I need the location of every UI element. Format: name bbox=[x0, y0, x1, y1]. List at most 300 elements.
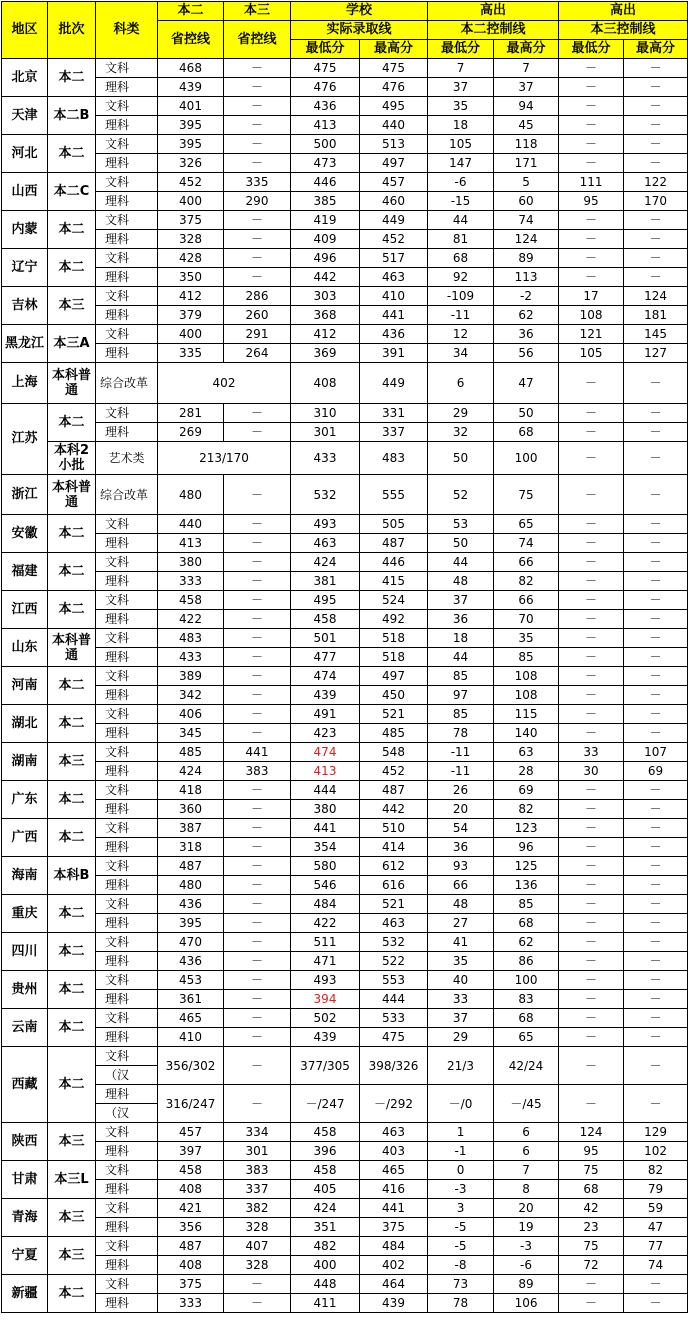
school-min-cell: 580 bbox=[291, 857, 360, 876]
school-min-cell: 303 bbox=[291, 287, 360, 306]
region-cell: 福建 bbox=[2, 553, 48, 591]
table-row bbox=[2, 743, 688, 762]
school-max-cell: 497 bbox=[360, 154, 428, 173]
b2-cell: 452 bbox=[158, 173, 224, 192]
table-row bbox=[2, 1123, 688, 1142]
g2-max-cell: 86 bbox=[494, 952, 559, 971]
table-row bbox=[2, 442, 688, 475]
b2-cell: 342 bbox=[158, 686, 224, 705]
b3-cell: － bbox=[224, 895, 291, 914]
school-max-cell: 460 bbox=[360, 192, 428, 211]
table-row bbox=[2, 268, 688, 287]
school-max-cell: 391 bbox=[360, 344, 428, 363]
batch-cell: 本三 bbox=[48, 743, 96, 781]
g3-min-cell: － bbox=[559, 78, 624, 97]
table-row bbox=[2, 686, 688, 705]
g3-min-cell: － bbox=[559, 404, 624, 423]
g2-max-cell: 89 bbox=[494, 249, 559, 268]
subject-cell: 理科 bbox=[96, 1294, 158, 1313]
g2-min-cell: 93 bbox=[428, 857, 494, 876]
b3-cell: 286 bbox=[224, 287, 291, 306]
subject-cell: 理科 bbox=[96, 78, 158, 97]
region-cell: 浙江 bbox=[2, 475, 48, 515]
b2-cell: 487 bbox=[158, 857, 224, 876]
g3-min-cell: － bbox=[559, 952, 624, 971]
batch-cell: 本二 bbox=[48, 895, 96, 933]
b3-cell: － bbox=[224, 211, 291, 230]
header-g3-max: 最高分 bbox=[624, 40, 688, 59]
subject-cell: 文科 bbox=[96, 1237, 158, 1256]
school-min-cell: 394 bbox=[291, 990, 360, 1009]
g2-min-cell: 37 bbox=[428, 1009, 494, 1028]
b2-cell: 395 bbox=[158, 914, 224, 933]
b3-cell: － bbox=[224, 914, 291, 933]
b3-cell: 290 bbox=[224, 192, 291, 211]
table-row bbox=[2, 705, 688, 724]
b2-cell: 350 bbox=[158, 268, 224, 287]
b2-cell: 428 bbox=[158, 249, 224, 268]
g3-max-cell: － bbox=[624, 97, 688, 116]
school-min-cell: 439 bbox=[291, 686, 360, 705]
b2-cell: 397 bbox=[158, 1142, 224, 1161]
school-max-cell: 518 bbox=[360, 648, 428, 667]
batch-cell: 本科普通 bbox=[48, 363, 96, 404]
g3-max-cell: － bbox=[624, 648, 688, 667]
b2-cell: 422 bbox=[158, 610, 224, 629]
g2-max-cell: 69 bbox=[494, 781, 559, 800]
region-cell: 上海 bbox=[2, 363, 48, 404]
g2-max-cell: 82 bbox=[494, 800, 559, 819]
subject-cell: 文科 bbox=[96, 933, 158, 952]
b2-cell: 387 bbox=[158, 819, 224, 838]
b3-cell: － bbox=[224, 1294, 291, 1313]
school-min-cell: 473 bbox=[291, 154, 360, 173]
b3-cell: 328 bbox=[224, 1256, 291, 1275]
school-min-cell: 442 bbox=[291, 268, 360, 287]
g3-max-cell: － bbox=[624, 591, 688, 610]
batch-cell: 本二 bbox=[48, 591, 96, 629]
g2-max-cell: 125 bbox=[494, 857, 559, 876]
school-max-cell: 522 bbox=[360, 952, 428, 971]
subject-cell: 文科 bbox=[96, 1199, 158, 1218]
school-max-cell: 449 bbox=[360, 363, 428, 404]
b2-cell: 440 bbox=[158, 515, 224, 534]
b3-cell: － bbox=[224, 1009, 291, 1028]
g3-min-cell: － bbox=[559, 442, 624, 475]
school-min-cell: 408 bbox=[291, 363, 360, 404]
g2-min-cell: 3 bbox=[428, 1199, 494, 1218]
school-max-cell: 442 bbox=[360, 800, 428, 819]
subject-cell: 理科 bbox=[96, 1142, 158, 1161]
b3-cell: － bbox=[224, 990, 291, 1009]
b3-cell: － bbox=[224, 78, 291, 97]
g3-min-cell: － bbox=[559, 610, 624, 629]
subject-cell: 文科 bbox=[96, 1275, 158, 1294]
g3-min-cell: － bbox=[559, 800, 624, 819]
g2-max-cell: 36 bbox=[494, 325, 559, 344]
batch-cell: 本二 bbox=[48, 249, 96, 287]
b3-cell: 291 bbox=[224, 325, 291, 344]
school-max-cell: 487 bbox=[360, 534, 428, 553]
g3-min-cell: － bbox=[559, 933, 624, 952]
header-bensan-ctrl: 本三控制线 bbox=[559, 21, 688, 40]
school-max-cell: 337 bbox=[360, 423, 428, 442]
g2-min-cell: 34 bbox=[428, 344, 494, 363]
header-gaochu-3: 高出 bbox=[559, 2, 688, 21]
table-row bbox=[2, 192, 688, 211]
b3-cell: 260 bbox=[224, 306, 291, 325]
batch-cell: 本二 bbox=[48, 404, 96, 442]
school-min-cell: 310 bbox=[291, 404, 360, 423]
g3-max-cell: － bbox=[624, 895, 688, 914]
g2-min-cell: 18 bbox=[428, 629, 494, 648]
subject-cell: 文科 bbox=[96, 667, 158, 686]
school-min-cell: 477 bbox=[291, 648, 360, 667]
b3-cell: － bbox=[224, 857, 291, 876]
g2-max-cell: 75 bbox=[494, 475, 559, 515]
g2-max-cell: 124 bbox=[494, 230, 559, 249]
g2-min-cell: 68 bbox=[428, 249, 494, 268]
b2-cell: 424 bbox=[158, 762, 224, 781]
g3-min-cell: － bbox=[559, 211, 624, 230]
b3-cell: － bbox=[224, 268, 291, 287]
b3-cell: 382 bbox=[224, 1199, 291, 1218]
school-min-cell: 433 bbox=[291, 442, 360, 475]
school-min-cell: 474 bbox=[291, 743, 360, 762]
g3-min-cell: － bbox=[559, 553, 624, 572]
batch-cell: 本二 bbox=[48, 515, 96, 553]
g2-max-cell: 62 bbox=[494, 933, 559, 952]
school-max-cell: 524 bbox=[360, 591, 428, 610]
table-row bbox=[2, 1142, 688, 1161]
school-min-cell: 475 bbox=[291, 59, 360, 78]
g3-min-cell: － bbox=[559, 268, 624, 287]
g2-max-cell: 106 bbox=[494, 1294, 559, 1313]
b3-cell: 407 bbox=[224, 1237, 291, 1256]
school-min-cell: 491 bbox=[291, 705, 360, 724]
school-min-cell: 482 bbox=[291, 1237, 360, 1256]
region-cell: 江西 bbox=[2, 591, 48, 629]
g3-min-cell: 111 bbox=[559, 173, 624, 192]
g2-min-cell: 32 bbox=[428, 423, 494, 442]
header-batch: 批次 bbox=[48, 2, 96, 59]
table-row bbox=[2, 610, 688, 629]
school-min-cell: 301 bbox=[291, 423, 360, 442]
table-row bbox=[2, 876, 688, 895]
school-min-cell: 419 bbox=[291, 211, 360, 230]
b3-cell: 335 bbox=[224, 173, 291, 192]
batch-cell: 本二 bbox=[48, 135, 96, 173]
subject-cell: 文科 bbox=[96, 287, 158, 306]
g2-max-cell: 74 bbox=[494, 211, 559, 230]
b2-cell: 433 bbox=[158, 648, 224, 667]
b3-cell: － bbox=[224, 591, 291, 610]
g2-min-cell: 92 bbox=[428, 268, 494, 287]
g2-max-cell: 82 bbox=[494, 572, 559, 591]
g3-min-cell: － bbox=[559, 781, 624, 800]
school-max-cell: 439 bbox=[360, 1294, 428, 1313]
g3-max-cell: － bbox=[624, 1047, 688, 1085]
table-body-part-2 bbox=[2, 515, 688, 1047]
g2-max-cell: 68 bbox=[494, 423, 559, 442]
g2-min-cell: 33 bbox=[428, 990, 494, 1009]
table-row bbox=[2, 1256, 688, 1275]
g3-max-cell: 47 bbox=[624, 1218, 688, 1237]
b3-cell: － bbox=[224, 781, 291, 800]
g3-min-cell: － bbox=[559, 59, 624, 78]
g2-min-cell: 78 bbox=[428, 1294, 494, 1313]
g3-min-cell: 95 bbox=[559, 192, 624, 211]
subject-cell: 文科 bbox=[96, 325, 158, 344]
school-min-cell: 444 bbox=[291, 781, 360, 800]
school-min-cell: 496 bbox=[291, 249, 360, 268]
g3-min-cell: 75 bbox=[559, 1161, 624, 1180]
table-row bbox=[2, 819, 688, 838]
b2-cell: 361 bbox=[158, 990, 224, 1009]
school-min-cell: 471 bbox=[291, 952, 360, 971]
school-max-cell: 403 bbox=[360, 1142, 428, 1161]
school-max-cell: 497 bbox=[360, 667, 428, 686]
school-min-cell: 501 bbox=[291, 629, 360, 648]
g3-min-cell: － bbox=[559, 230, 624, 249]
table-row bbox=[2, 629, 688, 648]
table-row bbox=[2, 781, 688, 800]
table-row bbox=[2, 800, 688, 819]
subject-cell: 理科 bbox=[96, 230, 158, 249]
school-min-cell: 369 bbox=[291, 344, 360, 363]
g2-min-cell: 147 bbox=[428, 154, 494, 173]
g3-max-cell: － bbox=[624, 667, 688, 686]
g2-max-cell: 45 bbox=[494, 116, 559, 135]
school-max-cell: 612 bbox=[360, 857, 428, 876]
school-min-cell: 405 bbox=[291, 1180, 360, 1199]
subject-cell: 文科 bbox=[96, 629, 158, 648]
subject-cell: 理科 bbox=[96, 116, 158, 135]
table-row bbox=[2, 914, 688, 933]
g2-max-cell: 70 bbox=[494, 610, 559, 629]
header-region: 地区 bbox=[2, 2, 48, 59]
b2-cell: 458 bbox=[158, 1161, 224, 1180]
g3-min-cell: 17 bbox=[559, 287, 624, 306]
table-body-special bbox=[2, 363, 688, 515]
b3-cell: 383 bbox=[224, 1161, 291, 1180]
g3-max-cell: － bbox=[624, 990, 688, 1009]
g2-min-cell: 36 bbox=[428, 610, 494, 629]
subject-cell: 艺术类 bbox=[96, 442, 158, 475]
g3-min-cell: － bbox=[559, 857, 624, 876]
g3-min-cell: 124 bbox=[559, 1123, 624, 1142]
g2-min-cell: -15 bbox=[428, 192, 494, 211]
school-min-cell: 413 bbox=[291, 116, 360, 135]
g2-max-cell: 108 bbox=[494, 686, 559, 705]
g3-max-cell: － bbox=[624, 475, 688, 515]
school-max-cell: 532 bbox=[360, 933, 428, 952]
school-min-cell: 381 bbox=[291, 572, 360, 591]
school-max-cell: 440 bbox=[360, 116, 428, 135]
b2-cell: 379 bbox=[158, 306, 224, 325]
b2-cell: 418 bbox=[158, 781, 224, 800]
g3-max-cell: － bbox=[624, 1028, 688, 1047]
g2-max-cell: 7 bbox=[494, 59, 559, 78]
g3-max-cell: － bbox=[624, 876, 688, 895]
table-row bbox=[2, 363, 688, 404]
table-row bbox=[2, 173, 688, 192]
g3-min-cell: － bbox=[559, 724, 624, 743]
g2-min-cell: 44 bbox=[428, 648, 494, 667]
g3-min-cell: － bbox=[559, 629, 624, 648]
school-max-cell: 398/326 bbox=[360, 1047, 428, 1085]
subject-cell: 理科 bbox=[96, 914, 158, 933]
b2-cell: 316/247 bbox=[158, 1085, 224, 1123]
school-max-cell: 410 bbox=[360, 287, 428, 306]
g3-min-cell: 75 bbox=[559, 1237, 624, 1256]
school-max-cell: 476 bbox=[360, 78, 428, 97]
school-max-cell: 463 bbox=[360, 268, 428, 287]
b2-cell: 326 bbox=[158, 154, 224, 173]
subject-cell: 理科 bbox=[96, 1256, 158, 1275]
g2-max-cell: 68 bbox=[494, 1009, 559, 1028]
batch-cell: 本二 bbox=[48, 59, 96, 97]
g2-min-cell: -8 bbox=[428, 1256, 494, 1275]
table-row bbox=[2, 1047, 688, 1066]
g3-min-cell: － bbox=[559, 648, 624, 667]
g2-min-cell: 73 bbox=[428, 1275, 494, 1294]
school-min-cell: 439 bbox=[291, 1028, 360, 1047]
b2-cell: 400 bbox=[158, 325, 224, 344]
b2-cell: 410 bbox=[158, 1028, 224, 1047]
g2-max-cell: 68 bbox=[494, 914, 559, 933]
subject-cell: 理科 bbox=[96, 306, 158, 325]
subject-cell: 文科 bbox=[96, 1123, 158, 1142]
region-cell: 甘肃 bbox=[2, 1161, 48, 1199]
b2-cell: 281 bbox=[158, 404, 224, 423]
g2-min-cell: -5 bbox=[428, 1218, 494, 1237]
g3-min-cell: － bbox=[559, 1275, 624, 1294]
g2-max-cell: 63 bbox=[494, 743, 559, 762]
b3-cell: － bbox=[224, 1047, 291, 1085]
g3-max-cell: － bbox=[624, 404, 688, 423]
b3-cell: 334 bbox=[224, 1123, 291, 1142]
g3-min-cell: 23 bbox=[559, 1218, 624, 1237]
g2-min-cell: -109 bbox=[428, 287, 494, 306]
b2-cell: 436 bbox=[158, 952, 224, 971]
b2-cell: 360 bbox=[158, 800, 224, 819]
table-row bbox=[2, 1275, 688, 1294]
g2-min-cell: 29 bbox=[428, 1028, 494, 1047]
school-min-cell: －/247 bbox=[291, 1085, 360, 1123]
g2-min-cell: －/0 bbox=[428, 1085, 494, 1123]
g3-min-cell: － bbox=[559, 990, 624, 1009]
g3-min-cell: 72 bbox=[559, 1256, 624, 1275]
table-row bbox=[2, 1294, 688, 1313]
b2-cell: 375 bbox=[158, 211, 224, 230]
g3-min-cell: 30 bbox=[559, 762, 624, 781]
g2-max-cell: 5 bbox=[494, 173, 559, 192]
region-cell: 山东 bbox=[2, 629, 48, 667]
g2-max-cell: 50 bbox=[494, 404, 559, 423]
region-cell: 辽宁 bbox=[2, 249, 48, 287]
table-row bbox=[2, 325, 688, 344]
g3-max-cell: 102 bbox=[624, 1142, 688, 1161]
g3-max-cell: － bbox=[624, 423, 688, 442]
region-cell: 贵州 bbox=[2, 971, 48, 1009]
region-cell: 湖北 bbox=[2, 705, 48, 743]
subject-cell: 理科 bbox=[96, 686, 158, 705]
school-max-cell: 452 bbox=[360, 762, 428, 781]
region-cell: 重庆 bbox=[2, 895, 48, 933]
g2-min-cell: -5 bbox=[428, 1237, 494, 1256]
school-max-cell: 463 bbox=[360, 1123, 428, 1142]
g3-max-cell: － bbox=[624, 154, 688, 173]
g2-min-cell: 21/3 bbox=[428, 1047, 494, 1085]
g3-max-cell: － bbox=[624, 572, 688, 591]
b3-cell: － bbox=[224, 116, 291, 135]
g3-max-cell: － bbox=[624, 1275, 688, 1294]
subject-cell: 文科 bbox=[96, 819, 158, 838]
g2-min-cell: 50 bbox=[428, 442, 494, 475]
school-max-cell: 555 bbox=[360, 475, 428, 515]
table-row bbox=[2, 895, 688, 914]
b3-cell: 383 bbox=[224, 762, 291, 781]
table-row bbox=[2, 1237, 688, 1256]
g2-min-cell: 85 bbox=[428, 667, 494, 686]
school-max-cell: 449 bbox=[360, 211, 428, 230]
g2-min-cell: -1 bbox=[428, 1142, 494, 1161]
batch-cell: 本科普通 bbox=[48, 475, 96, 515]
school-min-cell: 422 bbox=[291, 914, 360, 933]
school-max-cell: 533 bbox=[360, 1009, 428, 1028]
g2-max-cell: 66 bbox=[494, 553, 559, 572]
g3-max-cell: － bbox=[624, 933, 688, 952]
school-max-cell: 517 bbox=[360, 249, 428, 268]
b2-cell: 408 bbox=[158, 1256, 224, 1275]
table-row bbox=[2, 762, 688, 781]
g2-max-cell: 19 bbox=[494, 1218, 559, 1237]
g3-max-cell: － bbox=[624, 1085, 688, 1123]
g3-max-cell: 181 bbox=[624, 306, 688, 325]
g3-max-cell: － bbox=[624, 211, 688, 230]
table-body-part-3 bbox=[2, 1123, 688, 1313]
g3-max-cell: 127 bbox=[624, 344, 688, 363]
b3-cell: － bbox=[224, 667, 291, 686]
g2-max-cell: 100 bbox=[494, 442, 559, 475]
batch-cell: 本二 bbox=[48, 1009, 96, 1047]
g3-max-cell: － bbox=[624, 230, 688, 249]
b3-cell: － bbox=[224, 404, 291, 423]
school-max-cell: 375 bbox=[360, 1218, 428, 1237]
g2-min-cell: 66 bbox=[428, 876, 494, 895]
batch-cell: 本二 bbox=[48, 705, 96, 743]
subject-cell: 理科 bbox=[96, 990, 158, 1009]
b3-cell: － bbox=[224, 475, 291, 515]
b2-cell: 375 bbox=[158, 1275, 224, 1294]
school-min-cell: 476 bbox=[291, 78, 360, 97]
g2-min-cell: 52 bbox=[428, 475, 494, 515]
g2-min-cell: 50 bbox=[428, 534, 494, 553]
b2-cell: 436 bbox=[158, 895, 224, 914]
b3-cell: － bbox=[224, 648, 291, 667]
subject-cell: 理科 bbox=[96, 952, 158, 971]
b2-cell: 380 bbox=[158, 553, 224, 572]
g2-min-cell: -11 bbox=[428, 306, 494, 325]
school-max-cell: 510 bbox=[360, 819, 428, 838]
table-row bbox=[2, 249, 688, 268]
b3-cell: － bbox=[224, 610, 291, 629]
batch-cell: 本二 bbox=[48, 667, 96, 705]
g3-max-cell: － bbox=[624, 1294, 688, 1313]
school-max-cell: 331 bbox=[360, 404, 428, 423]
b2-cell: 480 bbox=[158, 876, 224, 895]
